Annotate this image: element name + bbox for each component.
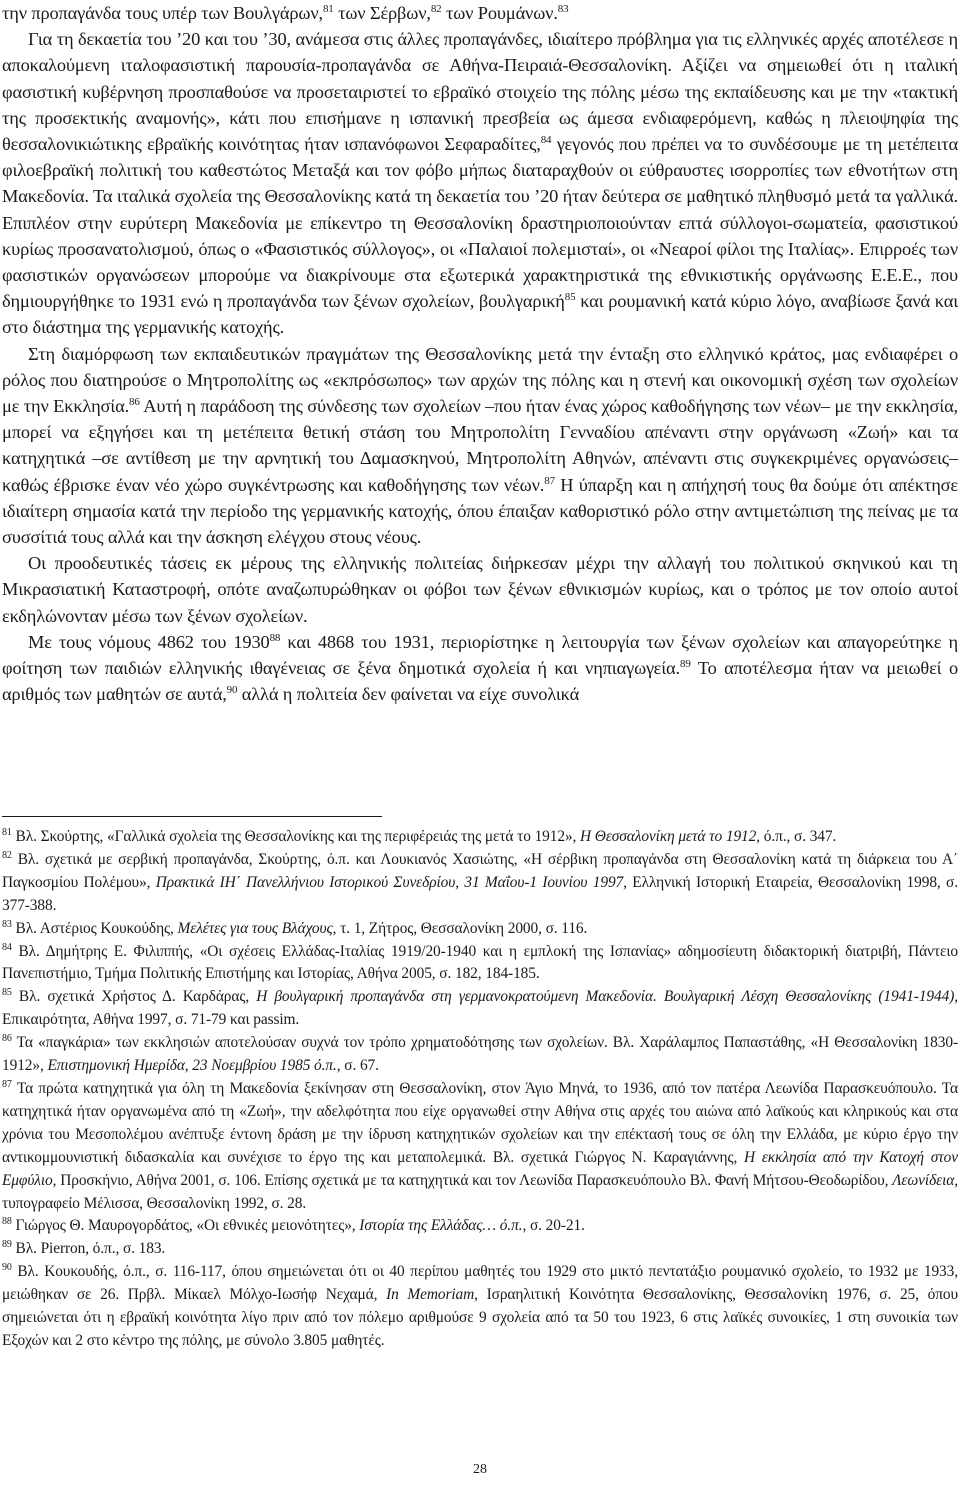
text-run: γεγονός που πρέπει να το συνδέσουμε με τη μετέπειτα φιλοεβραϊκή πολιτική του καθεστώτος Μεταξά και τον φόβο μήπως διαταραχθούν οι εύθραυστες ισορροπίες των εθνοτήτων στη Μακεδονία. Τα ιταλικά σχολεία της Θεσσαλονίκης κατά τη δεκαετία του ’20 ήταν δεύτερα σε μαθητικό πληθυσμό μετά τα γαλλικά. Επιπλέον στην ευρύτερη Μακεδονία με επίκεντρο τη Θεσσαλονίκη δραστηριοποιούνταν επτά σύλλογοι-σωματεία, φασιστικού κυρίως προσανατολισμού, όπως ο «Φασιστικός σύλλογος», οι «Παλαιοί πολεμισταί», οι «Νεαροί φίλοι της Ιταλίας». Επιρροές των φασιστικών οργανώσεων μπορούμε να διακρίνουμε στα εξωτερικά χαρακτηριστικά της εθνικιστικής οργάνωσης Ε.Ε.Ε., που δημιουργήθηκε το 1931 ενώ η προπαγάνδα των ξένων σχολείων, βουλγαρική [2,134,959,312]
footnote-number: 82 [2,849,12,861]
text-run: Στη διαμόρφωση των εκπαιδευτικών πραγμάτων της Θεσσαλονίκης μετά την ένταξη στο ελληνικό κράτος, μας ενδιαφέρει ο ρόλος που διατηρούσε ο Μητροπολίτης ως «εκπρόσωπος» των αρχών της πόλης και η στενή και οικονομική σχέση των σχολείων με την Εκκλησία. [2,343,958,417]
footnote-81 [2,826,958,849]
footnote-reference: 86 [129,396,140,409]
text-run: Τα πρώτα κατηχητικά για όλη τη Μακεδονία ξεκίνησαν στη Θεσσαλονίκη, στον Άγιο Μηνά, το 1936, από τον πατέρα Λεωνίδα Παρασκευόπουλο. Τα κατηχητικά ήταν οργανωμένα από τη «Ζωή», την αδελφότητα που είχε οργανωθεί στην Αθήνα στις αρχές του αιώνα από λαϊκούς και κληρικούς και στα χρόνια του Μεσοπολέμου ανέπτυξε έντονη δράση με την ίδρυση κατηχητικών σχολείων και την επέκτασή τους σε όλη την Ελλάδα, με κύριο έργο την αντικομμουνιστική διδασκαλία και συνέχισε το έργο της και μεταπολεμικά. Βλ. σχετικά Γιώργος Ν. Καραγιάννης, [2,1079,958,1166]
text-run: , Προσκήνιο, Αθήνα 2001, σ. 106. Επίσης σχετικά με τα κατηχητικά και τον Λεωνίδα Παρασκευόπουλο Βλ. Φανή Μήτσου-Θεοδωρίδου, [52,1171,893,1189]
text-run: , ό.π., σ. 347. [756,828,837,845]
text-run: αλλά η πολιτεία δεν φαίνεται να είχε συνολικά [237,684,580,705]
paragraph [2,629,958,708]
footnote-reference: 88 [269,631,281,644]
paragraph [2,550,958,629]
footnote-reference: 85 [564,291,576,304]
paragraph [2,26,958,340]
text-run: Αυτή η παράδοση της σύνδεσης των σχολείων –που ήταν ένας χώρος καθοδήγησης των νέων– με την εκκλησία, μπορεί να εξηγήσει και τη μετέπειτα θετική στάση του Μητροπολίτη Γενναδίου απέναντι στην οργάνωση «Ζωή» και τα κατηχητικά –σε αντίθεση με την αρνητική του Δαμασκηνού, Μητροπολίτη Αθηνών, απέναντι στις συγκεκριμένες οργανώσεις– καθώς έβρισκε έναν νέο χώρο συγκέντρωσης και καθοδήγησης των νέων. [2,396,959,495]
text-run: Βλ. Σκούρτης, «Γαλλικά σχολεία της Θεσσαλονίκης και της περιφέρειάς της μετά το 1912», [11,828,581,845]
text-run: Τα «παγκάρια» των εκκλησιών αποτελούσαν συχνά τον τρόπο χρηματοδότησης των σχολείων. Βλ. Χαράλαμπος Παπαστάθης, «Η Θεσσαλονίκη 1830-1912», [2,1034,958,1075]
text-run: την προπαγάνδα τους υπέρ των Βουλγάρων, [2,3,323,23]
text-run: Για τη δεκαετία του ’20 και του ’30, ανάμεσα στις άλλες προπαγάνδες, ιδιαίτερο πρόβλημα για τις ελληνικές αρχές αποτέλεσε η αποκαλούμενη ιταλοφασιστική παρουσία-προπαγάνδα σε Αθήνα-Πειραιά-Θεσσαλονίκη. Αξίζει να σημειωθεί ότι η ιταλική φασιστική κυβέρνηση προσπαθούσε να προσεταιριστεί το εβραϊκό στοιχείο της πόλης μέσω της εκπαίδευσης και με την «τακτική της προσεκτικής αναμονής», κάτι που επισήμανε η ισπανική πρεσβεία ως άμεσα ενδιαφερόμενη, καθώς η πλειοψηφία της θεσσαλονικιώτικης εβραϊκής κοινότητας ήταν ισπανόφωνοι Σεφαραδίτες, [2,29,958,155]
footnote-number: 89 [2,1239,12,1251]
text-run: , Επικαιρότητα, Αθήνα 1997, σ. 71-79 και passim. [2,988,958,1029]
text-run: , Ελληνική Ιστορική Εταιρεία, Θεσσαλονίκη 1998, σ. 377-388. [2,873,958,914]
text-run: Βλ. Κουκουδής, ό.π., σ. 116-117, όπου σημειώνεται ότι οι 40 περίπου μαθητές του 1929 στο μικτό πεντατάξιο ρουμανικό σχολείο, το 1932 με 1933, μειώθηκαν σε 26. Πρβλ. Μίκαελ Μόλχο-Ιωσήφ Νεχαμά, [2,1263,958,1304]
text-run: , τ. 1, Ζήτρος, Θεσσαλονίκη 2000, σ. 116. [332,919,588,937]
footnote-reference: 90 [226,684,238,697]
body-text [2,0,958,707]
text-run: Βλ. Δημήτρης Ε. Φιλιππής, «Οι σχέσεις Ελλάδας-Ιταλίας 1919/20-1940 και η εμπλοκή της Ισπανίας» αδημοσίευτη διδακτορική διατριβή, Πάντειο Πανεπιστήμιο, Τμήμα Πολιτικής Επιστήμης και Ιστορίας, Αθήνα 2005, σ. 182, 184-185. [2,942,958,983]
paragraph [2,341,958,551]
text-run: Βλ. σχετικά Χρήστος Δ. Καρδάρας, [11,988,257,1006]
footnote-reference: 87 [544,474,555,487]
footnote-reference: 84 [540,134,552,147]
text-run: , σ. 20-21. [522,1217,585,1235]
footnote-reference: 82 [430,3,442,15]
text-run: , Ισραηλιτική Κοινότητα Θεσσαλονίκης, Θεσσαλονίκη 1976, σ. 25, όπου σημειώνεται ότι η εβραϊκή κοινότητα λίγο πριν από τον πόλεμο αριθμούσε 9 σχολεία από τα 50 του 1923, 6 στις λαϊκές συνοικίες, 1 στη συνοικία των Εξοχών και 2 στο κέντρο της πόλης, με σύνολο 3.805 μαθητές. [2,1286,958,1349]
footnote-86 [2,1032,958,1078]
text-run: Με τους νόμους 4862 του 1930 [28,631,270,652]
footnote-85 [2,986,958,1032]
footnote-number: 87 [2,1078,12,1090]
footnote-83 [2,918,958,941]
italic-title: Η εκκλησία από την Κατοχή στον Εμφύλιο [2,1148,958,1189]
footnote-82 [2,849,958,918]
text-run: , τυπογραφείο Μέλισσα, Θεσσαλονίκη 1992, σ. 28. [2,1171,958,1212]
footnote-number: 88 [2,1216,12,1228]
footnote-number: 83 [2,918,12,930]
text-run: Το αποτέλεσμα ήταν να μειωθεί ο αριθμός των μαθητών σε αυτά, [2,658,958,705]
italic-title: Πρακτικά ΙΗ΄ Πανελλήνιου Ιστορικού Συνεδρίου, 31 Μαΐου-1 Ιουνίου 1997 [155,873,624,891]
italic-title: Η Θεσσαλονίκη μετά το 1912 [580,828,757,845]
italic-title: Μελέτες για τους Βλάχους [177,919,333,937]
text-run: Βλ. Αστέριος Κουκούδης, [11,919,178,937]
footnotes [2,826,958,1353]
italic-title: Ιστορία της Ελλάδας… ό.π. [359,1217,523,1235]
footnote-reference: 89 [679,658,691,671]
text-run: Η ύπαρξη και η απήχησή τους θα δούμε ότι απέκτησε ιδιαίτερη σημασία κατά την περίοδο της γερμανικής κατοχής, όπου έπαιξαν καθοριστικό ρόλο στην αντιμετώπιση της πείνας με τα συσσίτιά τους αλλά και την άσκηση ελέγχου στους νέους. [2,474,958,548]
footnote-reference: 81 [322,3,334,15]
italic-title: In Memoriam [386,1286,475,1304]
text-run: Οι προοδευτικές τάσεις εκ μέρους της ελληνικής πολιτείας διήρκεσαν μέχρι την αλλαγή του πολιτικού σκηνικού και τη Μικρασιατική Καταστροφή, οπότε αναζωπυρώθηκαν οι φόβοι των ξένων εθνικισμών κυρίως, και ο τρόπος με τον οποίο αυτοί εκδηλώνονταν μέσω των ξένων σχολείων. [2,553,958,626]
italic-title: Η βουλγαρική προπαγάνδα στη γερμανοκρατούμενη Μακεδονία. Βουλγαρική Λέσχη Θεσσαλονίκης (1941-1944) [256,988,955,1006]
paragraph [2,0,958,26]
footnote-90 [2,1261,958,1353]
italic-title: Επιστημονική Ημερίδα, 23 Νοεμβρίου 1985 ό.π. [47,1057,337,1075]
text-run: των Σέρβων, [333,3,431,23]
text-run: των Ρουμάνων. [441,3,558,23]
text-run: Βλ. σχετικά με σερβική προπαγάνδα, Σκούρτης, ό.π. και Λουκιανός Χασιώτης, «Η σέρβικη προπαγάνδα στη Θεσσαλονίκη κατά τη διάρκεια του Α΄ Παγκοσμίου Πολέμου», [2,850,958,891]
footnote-89 [2,1238,958,1261]
footnote-number: 81 [2,827,12,838]
footnote-number: 84 [2,941,12,953]
text-run: Γιώργος Θ. Μαυρογορδάτος, «Οι εθνικές μειονότητες», [11,1217,360,1235]
footnote-number: 90 [2,1262,12,1274]
footnote-84 [2,941,958,987]
footnote-87 [2,1078,958,1215]
footnote-separator [2,816,382,817]
footnote-reference: 83 [557,3,569,15]
page-number: 28 [473,1462,487,1477]
text-run: Βλ. Pierron, ό.π., σ. 183. [11,1240,166,1258]
text-run: και 4868 του 1931, περιορίστηκε η λειτουργία των ξένων σχολείων και απαγορεύτηκε η φοίτηση των παιδιών ελληνικής ιθαγένειας σε ξένα δημοτικά σχολεία ή και νηπιαγωγεία. [2,631,958,679]
footnote-88 [2,1215,958,1238]
footnote-number: 85 [2,987,12,999]
text-run: , σ. 67. [336,1057,379,1075]
text-run: και ρουμανική κατά κύριο λόγο, αναβίωσε ξανά και στο διάστημα της γερμανικής κατοχής. [2,291,958,338]
italic-title: Λεωνίδεια [892,1171,955,1189]
footnote-number: 86 [2,1033,12,1045]
